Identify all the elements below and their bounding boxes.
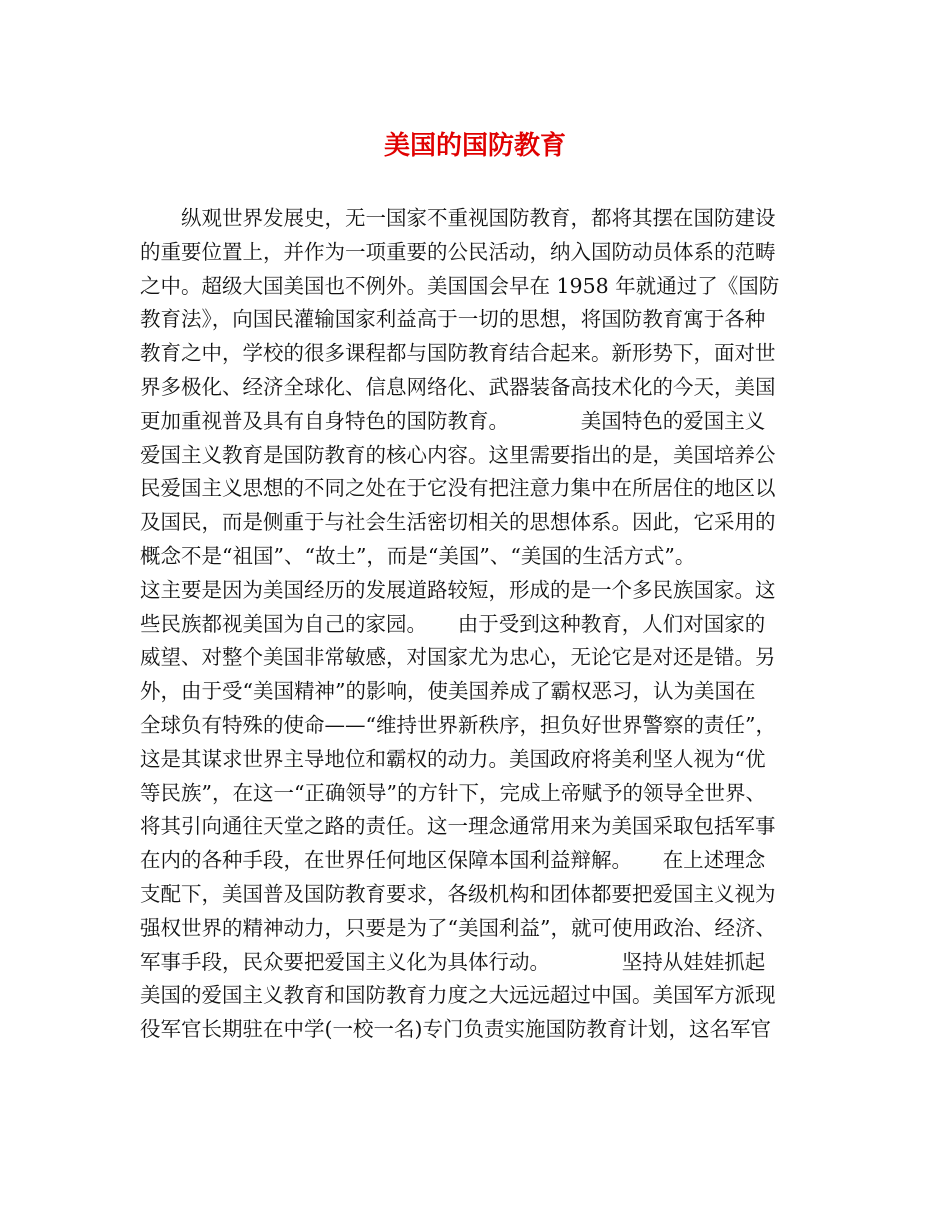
body-line: 民爱国主义思想的不同之处在于它没有把注意力集中在所居住的地区以 [140, 476, 776, 501]
body-line: 更加重视普及具有自身特色的国防教育。 美国特色的爱国主义 [140, 408, 766, 433]
body-line: 些民族都视美国为自己的家园。 由于受到这种教育，人们对国家的 [140, 611, 766, 636]
document-title: 美国的国防教育 [383, 131, 566, 161]
document-body [140, 202, 820, 1047]
body-line: 教育之中，学校的很多课程都与国防教育结合起来。新形势下，面对世 [140, 341, 776, 366]
body-line: 教育法》，向国民灌输国家利益高于一切的思想，将国防教育寓于各种 [140, 307, 766, 332]
body-line: 外，由于受“美国精神”的影响，使美国养成了霸权恶习，认为美国在 [140, 679, 756, 704]
body-line: 概念不是“祖国”、“故土”，而是“美国”、“美国的生活方式”。 [140, 543, 696, 568]
body-line: 等民族”，在这一“正确领导”的方针下，完成上帝赋予的领导全世界、 [140, 780, 766, 805]
body-line: 的重要位置上，并作为一项重要的公民活动，纳入国防动员体系的范畴 [140, 239, 776, 264]
body-line: 军事手段，民众要把爱国主义化为具体行动。 坚持从娃娃抓起 [140, 949, 766, 974]
body-line: 强权世界的精神动力，只要是为了“美国利益”，就可使用政治、经济、 [140, 915, 776, 940]
body-line: 这是其谋求世界主导地位和霸权的动力。美国政府将美利坚人视为“优 [140, 746, 766, 771]
body-line: 这主要是因为美国经历的发展道路较短，形成的是一个多民族国家。这 [140, 577, 776, 602]
body-line: 支配下，美国普及国防教育要求，各级机构和团体都要把爱国主义视为 [140, 881, 776, 906]
body-line: 役军官长期驻在中学(一校一名)专门负责实施国防教育计划，这名军官 [140, 1017, 771, 1042]
body-line: 爱国主义教育是国防教育的核心内容。这里需要指出的是，美国培养公 [140, 442, 776, 467]
body-line: 威望、对整个美国非常敏感，对国家尤为忠心，无论它是对还是错。另 [140, 645, 776, 670]
body-line: 将其引向通往天堂之路的责任。这一理念通常用来为美国采取包括军事 [140, 814, 776, 839]
body-line: 及国民，而是侧重于与社会生活密切相关的思想体系。因此，它采用的 [140, 510, 776, 535]
body-line: 之中。超级大国美国也不例外。美国国会早在 1958 年就通过了《国防 [140, 273, 780, 298]
body-line: 界多极化、经济全球化、信息网络化、武器装备高技术化的今天，美国 [140, 374, 776, 399]
body-line: 纵观世界发展史，无一国家不重视国防教育，都将其摆在国防建设 [140, 206, 776, 230]
body-line: 在内的各种手段，在世界任何地区保障本国利益辩解。 在上述理念 [140, 848, 766, 873]
body-line: 美国的爱国主义教育和国防教育力度之大远远超过中国。美国军方派现 [140, 983, 776, 1008]
body-line: 全球负有特殊的使命——“维持世界新秩序，担负好世界警察的责任”， [140, 712, 776, 737]
